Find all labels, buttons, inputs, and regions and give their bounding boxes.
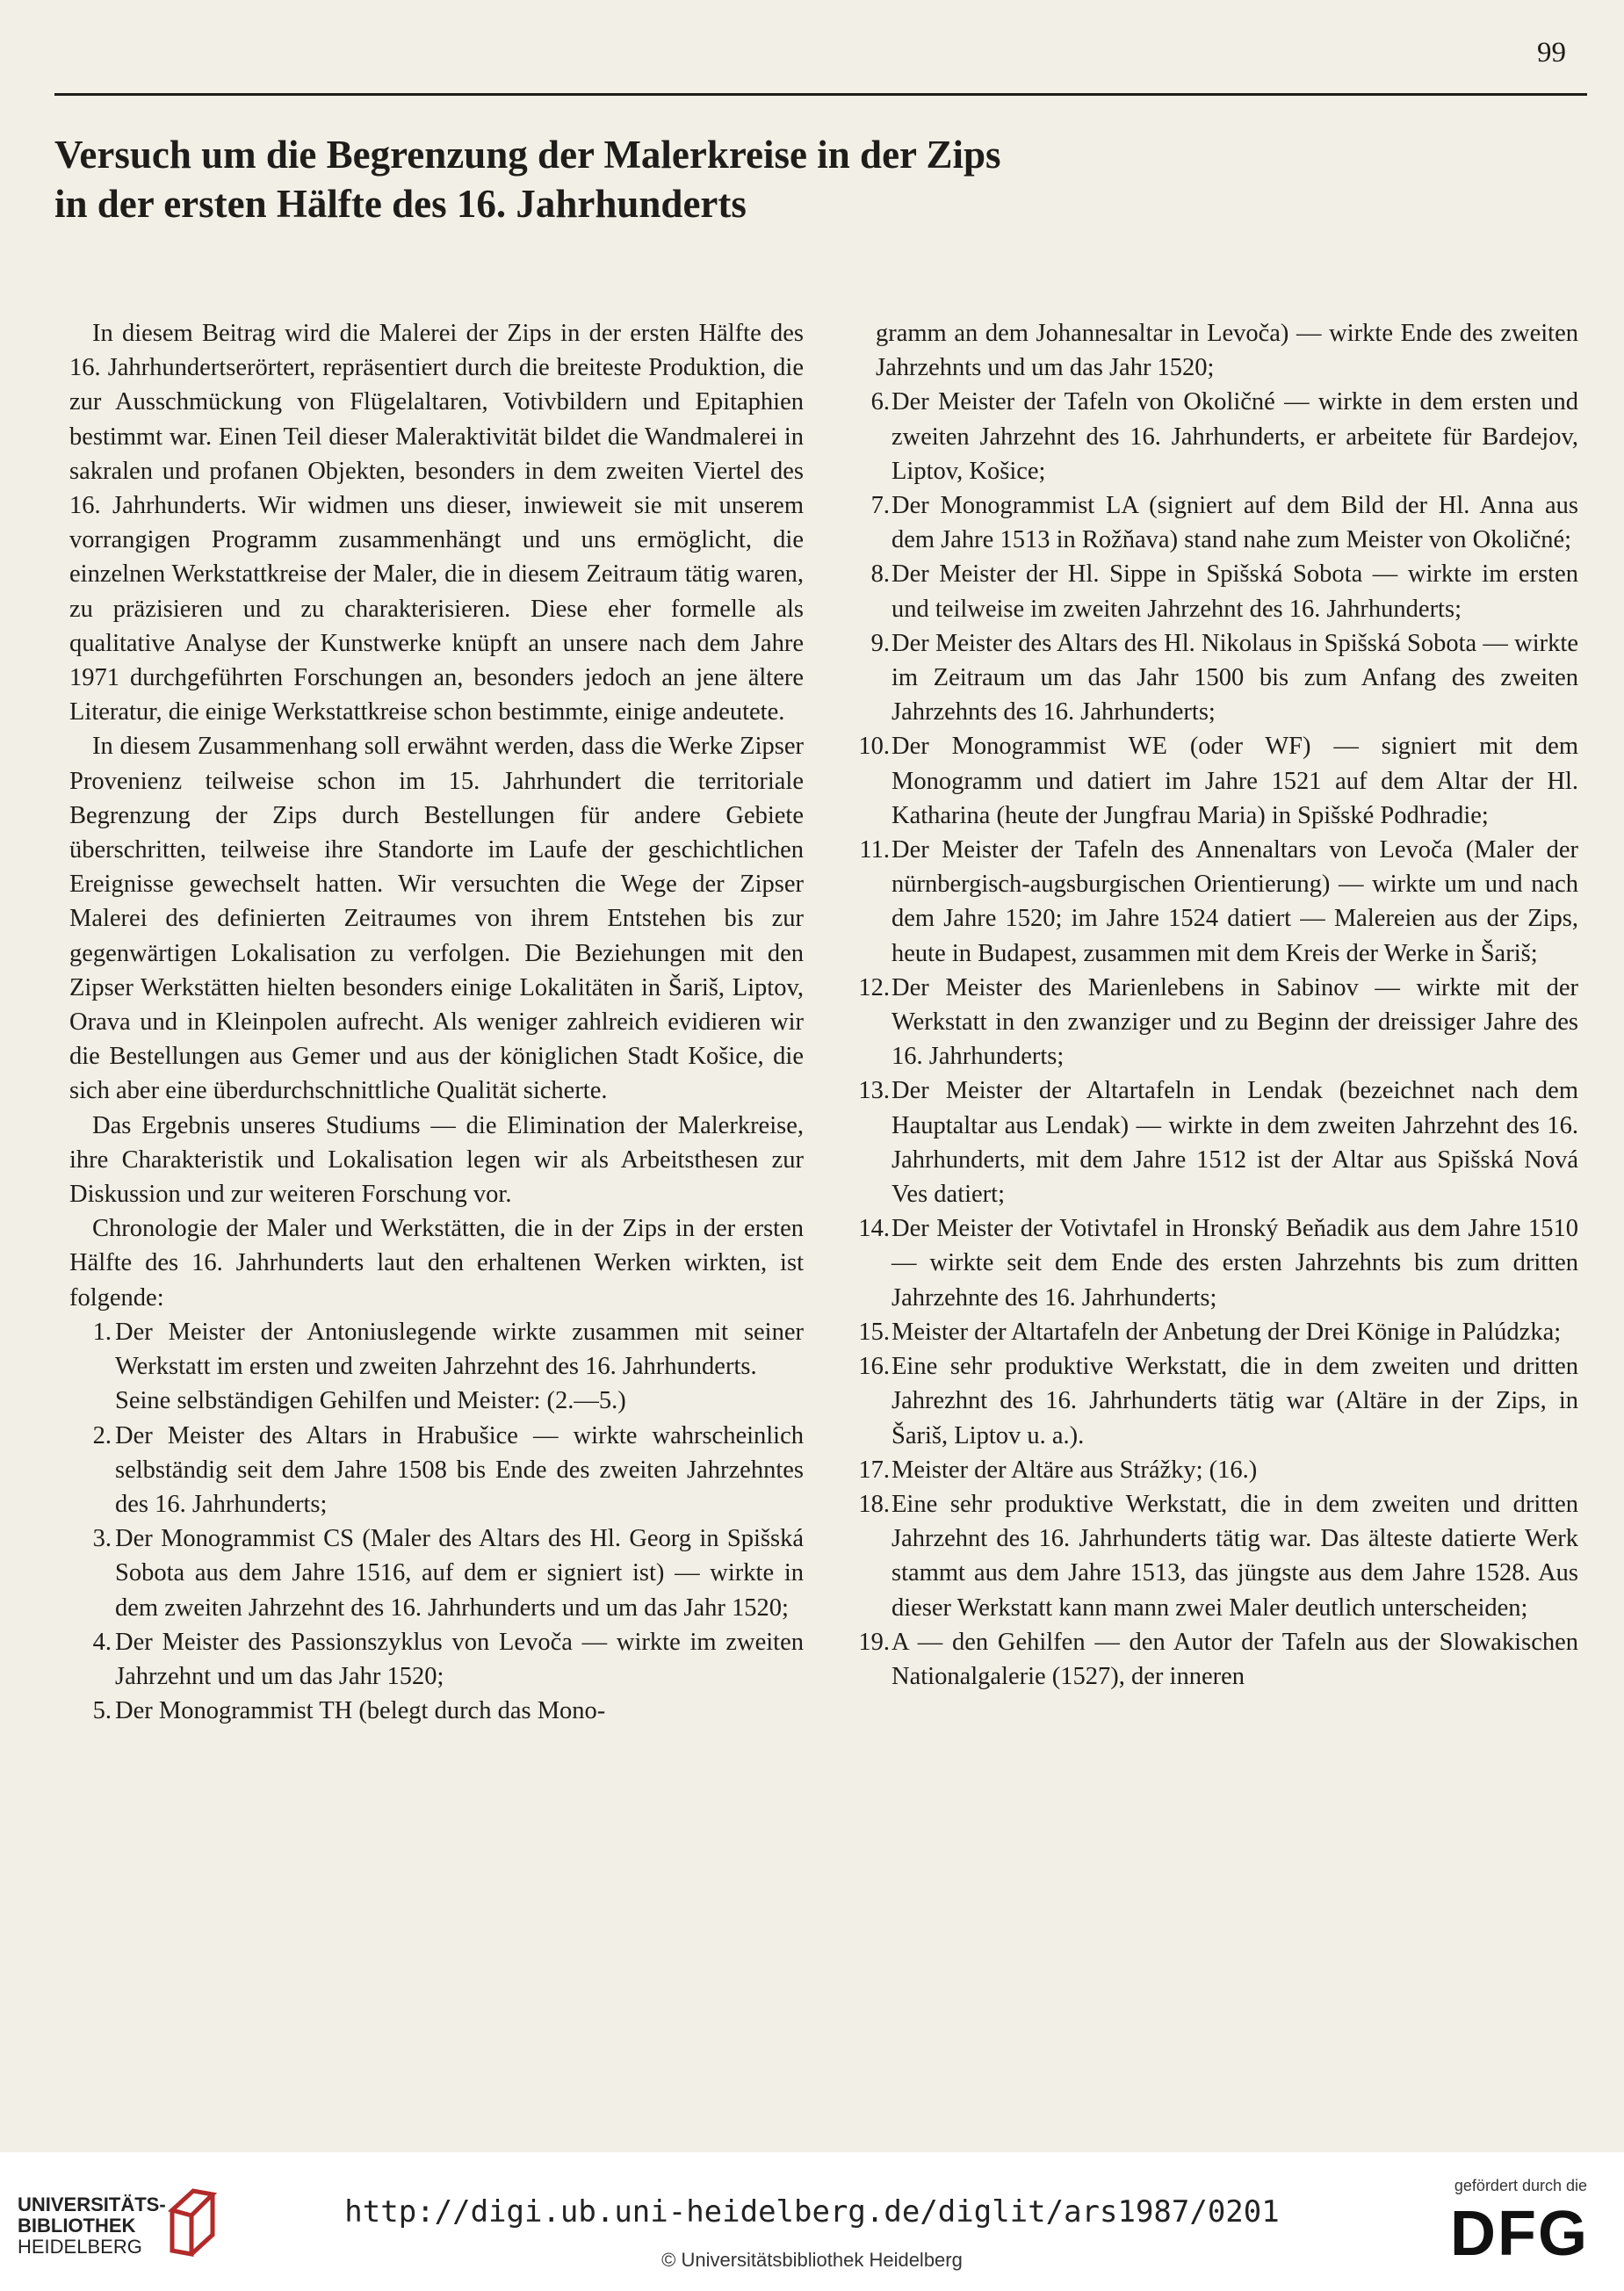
list-item [848, 1625, 1578, 1694]
list-item [848, 971, 1578, 1074]
item-text: Der Meister der Tafeln des Annenaltars von Levoča (Maler der nürnbergisch-augsburgischen Orientierung) — wirkte um und nach dem Jahre 1520; im Jahre 1524 datiert — Malereien aus der Zips, heute in Budapest, zusammen mit dem Kreis der Werke in Šariš; [891, 836, 1578, 967]
left-column [69, 316, 804, 1728]
logo-line: BIBLIOTHEK [18, 2215, 136, 2237]
title-line-1: Versuch um die Begrenzung der Malerkreise in der Zips [54, 133, 1001, 177]
list-item [848, 1073, 1578, 1211]
item-text: Der Meister der Hl. Sippe in Spišská Sobota — wirkte im ersten und teilweise im zweiten Jahrzehnt des 16. Jahrhunderts; [891, 560, 1578, 623]
item-number: 3. [92, 1525, 112, 1553]
item-number: 8. [870, 560, 890, 589]
funding-caption: gefördert durch die [1454, 2177, 1587, 2194]
item-text: Eine sehr produktive Werkstatt, die in dem zweiten und dritten Jahrezhnt des 16. Jahrhunderts tätig war (Altäre in der Zips, in Šariš, Liptov u. a.). [891, 1353, 1578, 1449]
list-item [848, 1211, 1578, 1315]
item-number: 1. [92, 1318, 112, 1346]
list-item [69, 1521, 804, 1625]
list-item [69, 1694, 804, 1728]
item-text: Meister der Altartafeln der Anbetung der Drei Könige in Palúdzka; [891, 1318, 1562, 1346]
item-number: 2. [92, 1421, 112, 1449]
painter-list [848, 385, 1578, 1694]
item-text: Der Monogrammist TH (belegt durch das Mono- [115, 1697, 606, 1725]
item-number: 10. [858, 733, 890, 761]
article-title [54, 130, 1196, 228]
item-number: 5. [92, 1697, 112, 1725]
item-number: 18. [858, 1490, 890, 1518]
right-column [848, 316, 1578, 1694]
item-number: 12. [858, 973, 890, 1001]
paragraph: Das Ergebnis unseres Studiums — die Elimination der Malerkreise, ihre Charakteristik und Lokalisation legen wir als Arbeitsthesen zur Diskussion und zur weiteren Forschung vor. [69, 1111, 804, 1209]
item-number: 14. [858, 1215, 890, 1243]
list-item [848, 833, 1578, 971]
footer-bar [0, 2152, 1624, 2291]
list-item [848, 488, 1578, 557]
item-text: Der Monogrammist WE (oder WF) — signiert mit dem Monogramm und datiert im Jahre 1521 auf dem Altar der Hl. Katharina (heute der Jungfrau Maria) in Spišské Podhradie; [891, 733, 1578, 829]
item-number: 17. [858, 1456, 890, 1484]
list-item [848, 1487, 1578, 1625]
logo-line: HEIDELBERG [18, 2236, 142, 2258]
item-text: A — den Gehilfen — den Autor der Tafeln aus der Slowakischen Nationalgalerie (1527), der inneren [891, 1628, 1578, 1690]
item-text: Der Meister des Marienlebens in Sabinov — wirkte mit der Werkstatt in den zwanziger und zu Beginn der dreissiger Jahre des 16. Jahrhunderts; [891, 973, 1578, 1071]
paragraph: Chronologie der Maler und Werkstätten, die in der Zips in der ersten Hälfte des 16. Jahrhunderts laut den erhaltenen Werken wirkten, ist folgende: [69, 1215, 804, 1312]
painter-list [69, 1315, 804, 1728]
item-number: 16. [858, 1353, 890, 1381]
copyright-notice: © Universitätsbibliothek Heidelberg [661, 2249, 963, 2271]
dfg-logo[interactable]: DFG [1450, 2199, 1589, 2269]
paragraph: In diesem Beitrag wird die Malerei der Zips in der ersten Hälfte des 16. Jahrhundertserörtert, repräsentiert durch die breiteste Produktion, die zur Ausschmückung von Flügelaltaren, Votivbildern und Epitaphien bestimmt war. Einen Teil dieser Maleraktivität bildet die Wandmalerei in sakralen und profanen Objekten, besonders in dem zweiten Viertel des 16. Jahrhunderts. Wir widmen uns dieser, inwieweit sie mit unserem vorrangigen Programm zusammenhängt und uns ermöglicht, die einzelnen Werkstattkreise der Maler, die in diesem Zeitraum tätig waren, zu präzisieren und zu charakterisieren. Diese eher formelle als qualitative Analyse der Kunstwerke knüpft an unsere nach dem Jahre 1971 durchgeführten Forschungen an, besonders jedoch an jene ältere Literatur, die einige Werkstattkreise schon bestimmte, einige andeutete. [69, 320, 804, 726]
list-item [848, 626, 1578, 730]
item-number: 7. [870, 492, 890, 520]
item-number: 6. [870, 388, 890, 416]
list-item [69, 1419, 804, 1522]
item-text: Der Meister der Antoniuslegende wirkte zusammen mit seiner Werkstatt im ersten und zweiten Jahrzehnt des 16. Jahrhunderts. [115, 1318, 804, 1381]
item-text: Der Meister der Votivtafel in Hronský Beňadik aus dem Jahre 1510 — wirkte seit dem Ende des ersten Jahrzehnts bis zum dritten Jahrzehnte des 16. Jahrhunderts; [891, 1215, 1578, 1312]
item-number: 19. [858, 1628, 890, 1656]
item-text: Der Meister der Tafeln von Okoličné — wirkte in dem ersten und zweiten Jahrzehnt des 16. Jahrhunderts, er arbeitete für Bardejov, Liptov, Košice; [891, 388, 1578, 485]
item-number: 13. [858, 1077, 890, 1105]
list-item [848, 1349, 1578, 1453]
list-sub-note: Seine selbständigen Gehilfen und Meister: (2.—5.) [115, 1387, 626, 1415]
paragraph: In diesem Zusammenhang soll erwähnt werden, dass die Werke Zipser Provenienz teilweise schon im 15. Jahrhundert die territoriale Begrenzung der Zips durch Bestellungen für andere Gebiete überschritten, teilweise ihre Standorte im Laufe der geschichtlichen Ereignisse gewechselt hatten. Wir versuchten die Wege der Zipser Malerei des definierten Zeitraumes von ihrem Entstehen bis zur gegenwärtigen Lokalisation zu verfolgen. Die Beziehungen mit den Zipser Werkstätten hielten besonders einige Lokalitäten in Šariš, Liptov, Orava und in Kleinpolen aufrecht. Als weniger zahlreich evidieren wir die Bestellungen aus Gemer und aus der königlichen Stadt Košice, die sich aber eine überdurchschnittliche Qualität sicherte. [69, 733, 804, 1105]
list-item [848, 385, 1578, 488]
list-item [69, 1315, 804, 1384]
item-number: 11. [859, 836, 890, 864]
item-number: 9. [870, 629, 890, 657]
list-item [848, 1315, 1578, 1349]
permalink-url[interactable]: http://digi.ub.uni-heidelberg.de/diglit/ars1987/0201 [344, 2194, 1280, 2230]
item-text: Der Meister des Altars des Hl. Nikolaus in Spišská Sobota — wirkte im Zeitraum um das Jahr 1500 bis zum Anfang des zweiten Jahrzehnts des 16. Jahrhunderts; [891, 629, 1578, 726]
item-text: Meister der Altäre aus Strážky; (16.) [891, 1456, 1258, 1484]
item-text: Der Meister der Altartafeln in Lendak (bezeichnet nach dem Hauptaltar aus Lendak) — wirkte in dem zweiten Jahrzehnt des 16. Jahrhunderts, mit dem Jahre 1512 ist der Altar aus Spišská Nová Ves datiert; [891, 1077, 1578, 1209]
top-rule [54, 93, 1587, 96]
list-item [848, 729, 1578, 833]
list-item [848, 557, 1578, 625]
list-item [69, 1625, 804, 1694]
continued-text: gramm an dem Johannesaltar in Levoča) — wirkte Ende des zweiten Jahrzehnts und um das Jahr 1520; [876, 320, 1578, 382]
logo-line: UNIVERSITÄTS- [18, 2193, 166, 2215]
item-text: Der Monogrammist LA (signiert auf dem Bild der Hl. Anna aus dem Jahre 1513 in Rožňava) stand nahe zum Meister von Okoličné; [891, 492, 1578, 554]
item-text: Der Meister des Passionszyklus von Levoča — wirkte im zweiten Jahrzehnt und um das Jahr 1520; [115, 1628, 804, 1690]
item-number: 15. [858, 1318, 890, 1346]
item-text: Der Monogrammist CS (Maler des Altars des Hl. Georg in Spišská Sobota aus dem Jahre 1516, auf dem er signiert ist) — wirkte in dem zweiten Jahrzehnt des 16. Jahrhunderts und um das Jahr 1520; [115, 1525, 804, 1622]
item-text: Der Meister des Altars in Hrabušice — wirkte wahrscheinlich selbständig seit dem Jahre 1508 bis Ende des zweiten Jahrzehntes des 16. Jahrhunderts; [115, 1421, 804, 1518]
item-text: Eine sehr produktive Werkstatt, die in dem zweiten und dritten Jahrzehnt des 16. Jahrhunderts tätig war. Das älteste datierte Werk stammt aus dem Jahre 1513, das jüngste aus dem Jahre 1528. Aus dieser Werkstatt kann mann zwei Maler deutlich unterscheiden; [891, 1490, 1578, 1622]
list-item [848, 1453, 1578, 1487]
item-number: 4. [92, 1628, 112, 1656]
title-line-2: in der ersten Hälfte des 16. Jahrhunderts [54, 182, 747, 226]
page-number: 99 [1537, 37, 1566, 69]
